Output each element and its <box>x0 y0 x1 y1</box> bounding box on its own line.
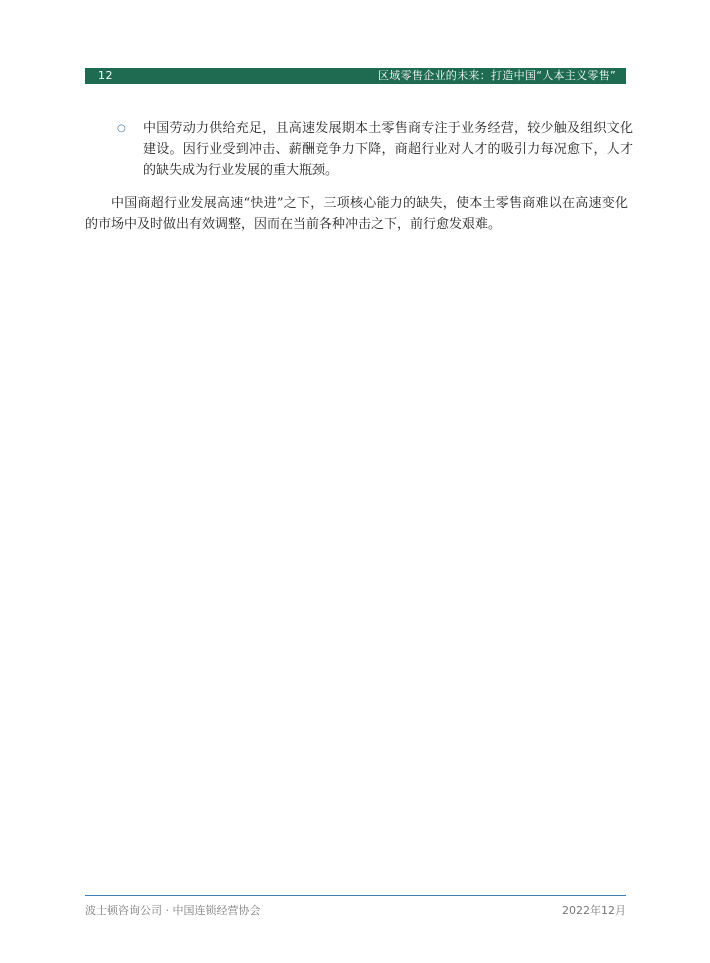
footer-date: 2022年12月 <box>562 904 626 917</box>
list-item-text: 中国劳动力供给充足，且高速发展期本土零售商专注于业务经营，较少触及组织文化建设。因行业受到冲击、薪酬竞争力下降，商超行业对人才的吸引力每况愈下，人才的缺失成为行业发展的重大瓶颈。 <box>143 121 633 178</box>
body-paragraph: 中国商超行业发展高速“快进”之下，三项核心能力的缺失，使本土零售商难以在高速变化的市场中及时做出有效调整，因而在当前各种冲击之下，前行愈发艰难。 <box>85 196 628 232</box>
page-number: 12 <box>98 69 113 82</box>
hollow-circle-bullet-icon: ○ <box>117 123 126 134</box>
running-header-title: 区域零售企业的未来：打造中国“人本主义零售” <box>378 69 616 82</box>
footer-publisher: 波士顿咨询公司 · 中国连锁经营协会 <box>85 904 261 917</box>
list-item <box>85 118 633 181</box>
footer-divider <box>85 895 626 896</box>
page-body <box>85 118 633 248</box>
running-header <box>85 68 626 84</box>
